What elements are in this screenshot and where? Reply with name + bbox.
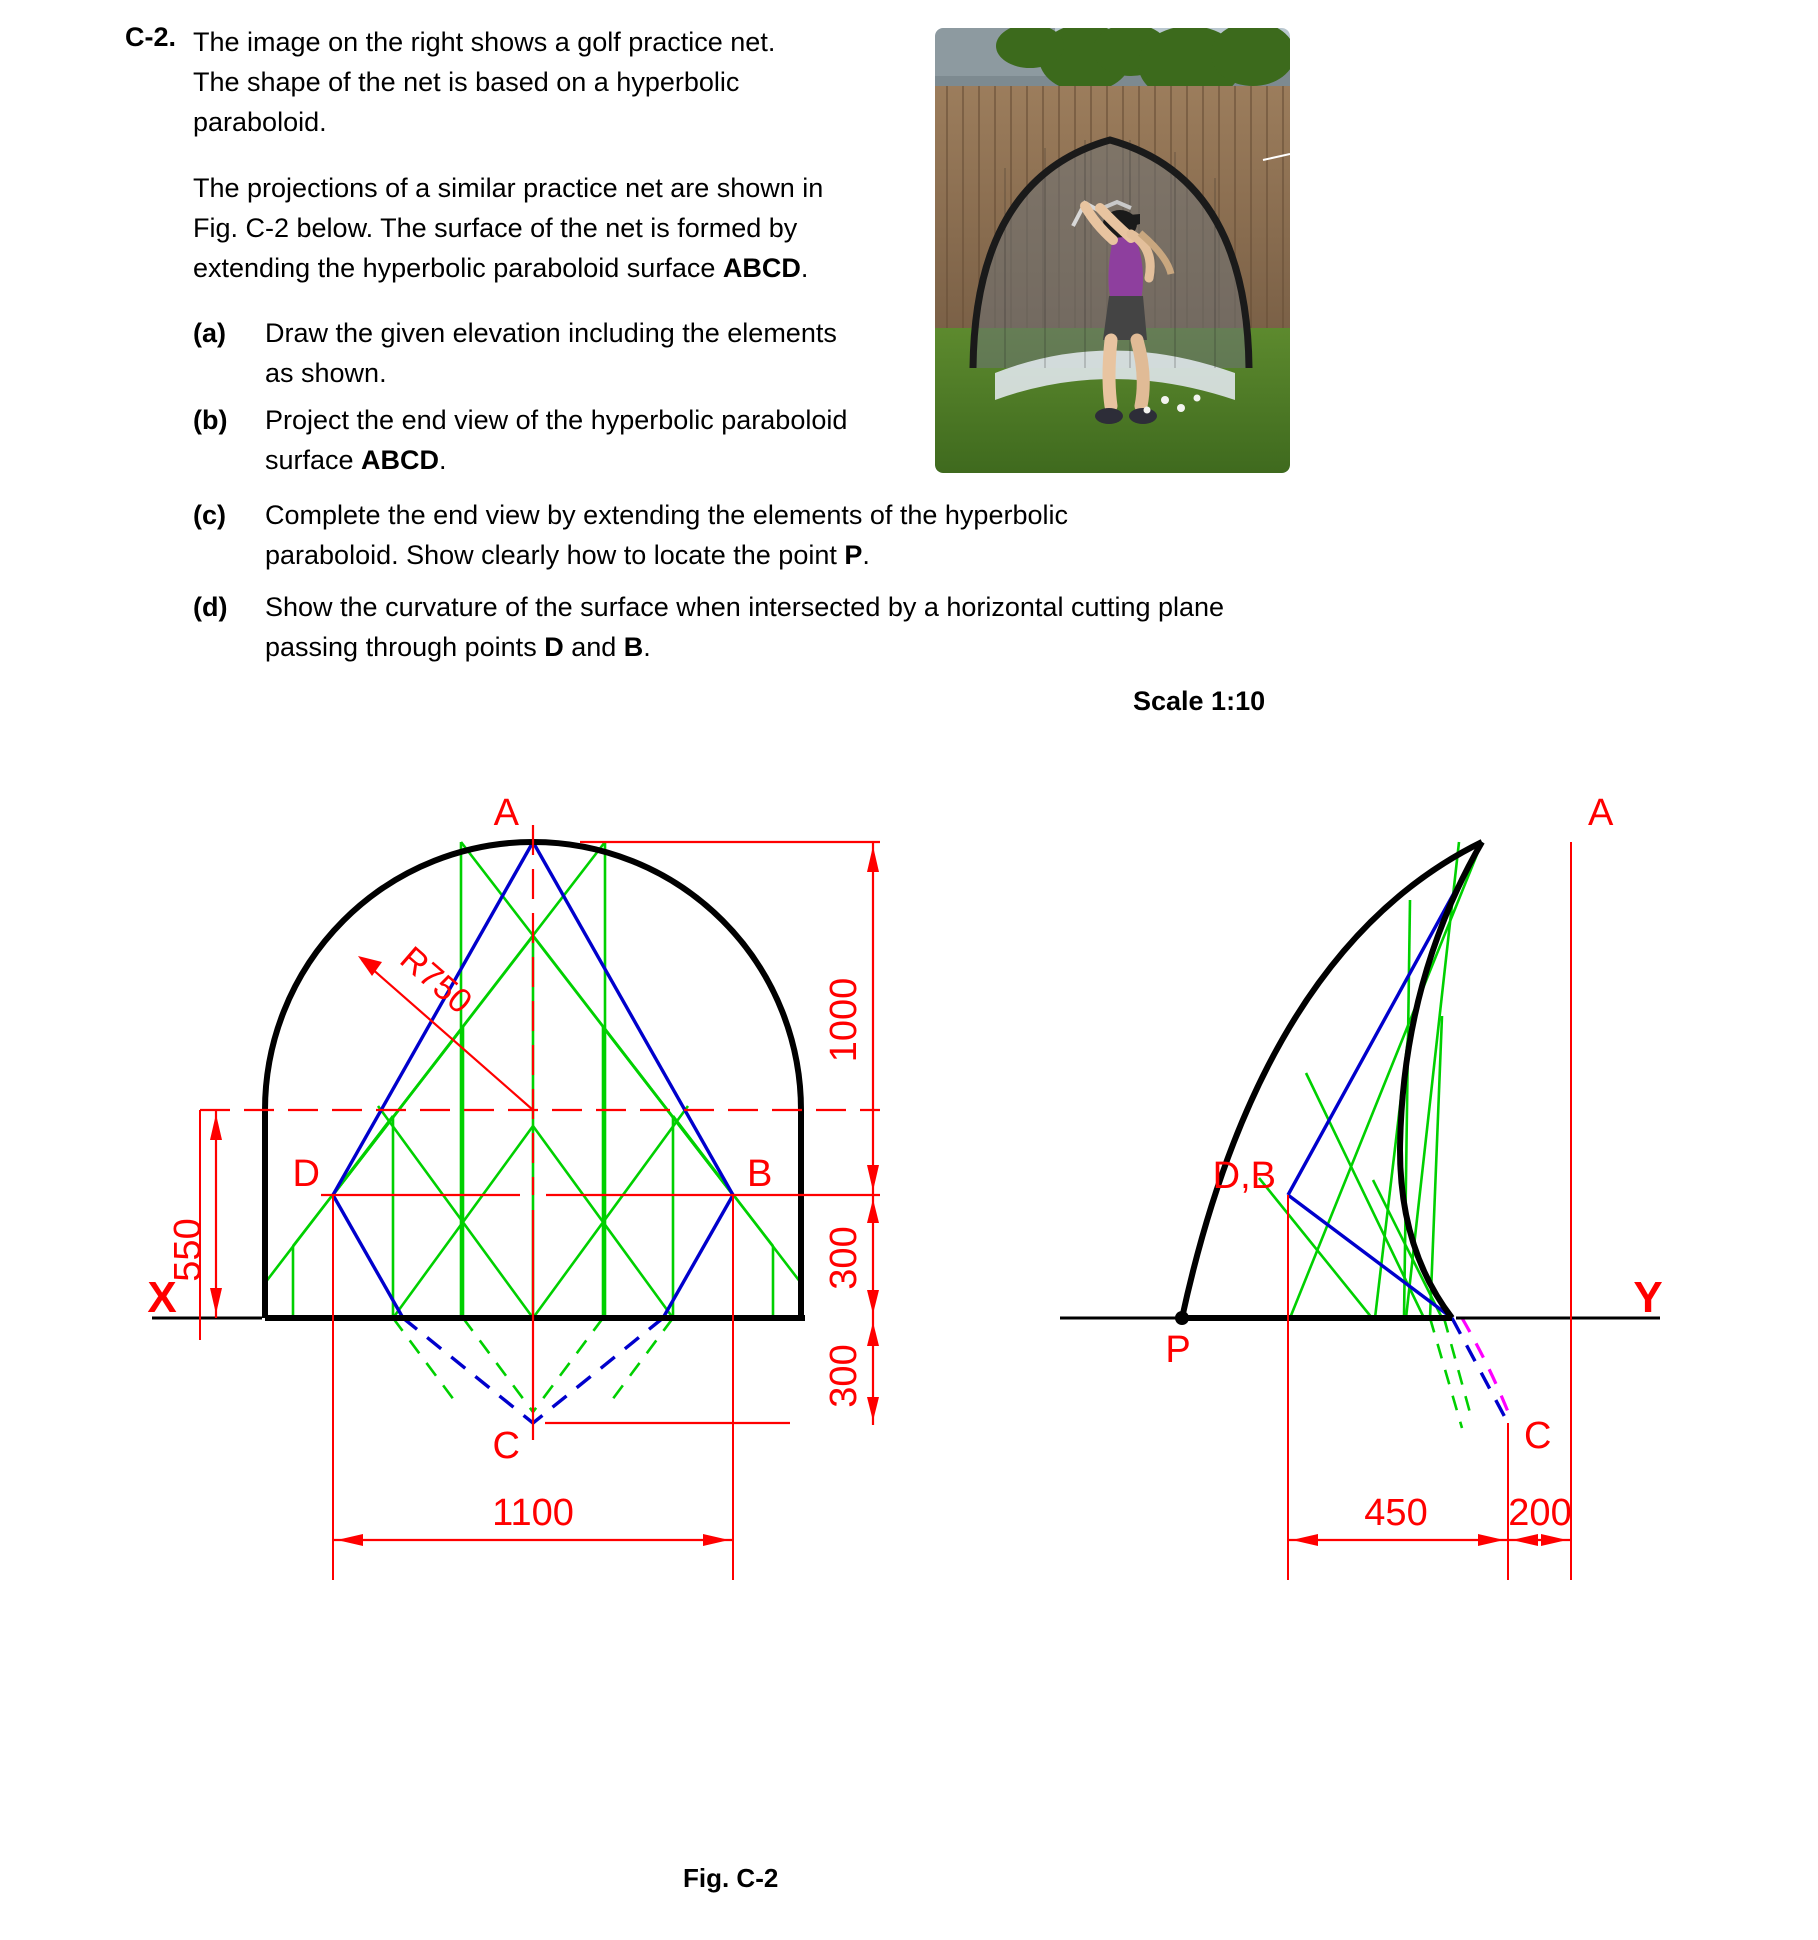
item-c-line-2-period: . (862, 540, 870, 570)
end-label-Y: Y (1633, 1273, 1663, 1322)
question-paragraph-2 (193, 168, 893, 288)
dim-200-label: 200 (1508, 1492, 1572, 1534)
scale-label: Scale 1:10 (1133, 686, 1266, 716)
item-c-line-2-prefix: paraboloid. Show clearly how to locate the point (265, 540, 845, 570)
question-intro (193, 22, 893, 142)
item-a-text (265, 313, 837, 393)
front-label-B: B (747, 1153, 773, 1195)
question-item-a (193, 313, 953, 393)
para2-line-3 (193, 248, 893, 288)
intro-line-2: The shape of the net is based on a hyperbolic (193, 67, 740, 97)
end-outline-outer (1182, 842, 1482, 1318)
dim-200 (1508, 1492, 1572, 1546)
item-d-line-2-prefix: passing through points (265, 632, 545, 662)
question-item-c (193, 495, 1373, 575)
item-b-line-2 (265, 440, 847, 480)
surface-abcd-ref: ABCD (722, 253, 801, 283)
item-c-label: (c) (193, 500, 226, 530)
front-label-X: X (147, 1273, 177, 1322)
dim-1100-label: 1100 (492, 1492, 574, 1534)
item-a-line-1: Draw the given elevation including the elements (265, 318, 837, 348)
item-d-text (265, 587, 1224, 667)
question-number: C-2. (125, 22, 177, 52)
item-c-text (265, 495, 1068, 575)
end-label-C: C (1524, 1415, 1552, 1457)
front-centre-lines (200, 825, 880, 1440)
item-d-line-2 (265, 627, 1224, 667)
front-label-C: C (492, 1425, 520, 1467)
item-d-point-b-ref: B (623, 632, 644, 662)
r750-label: R750 (392, 939, 480, 1022)
item-d-line-2-period: . (643, 632, 651, 662)
technical-drawing (0, 780, 1818, 1940)
radius-dimension-r750 (358, 939, 533, 1110)
end-label-A: A (1588, 792, 1614, 834)
front-label-D: D (292, 1153, 320, 1195)
para2-line-3-text: extending the hyperbolic paraboloid surface (193, 253, 723, 283)
golf-practice-net-photo (935, 28, 1290, 473)
dim-1000-label: 1000 (823, 977, 865, 1063)
para2-line-3-period: . (800, 253, 809, 283)
question-item-d (193, 587, 1493, 667)
item-b-line-2-period: . (439, 445, 447, 475)
dim-300-upper-label: 300 (823, 1226, 865, 1290)
front-label-A: A (493, 792, 519, 834)
dim-450-label: 450 (1364, 1492, 1428, 1534)
dim-stack-right (823, 842, 879, 1425)
question-item-b (193, 400, 973, 480)
item-d-point-d-ref: D (544, 632, 564, 662)
item-c-line-1: Complete the end view by extending the elements of the hyperbolic (265, 500, 1068, 530)
item-b-line-1: Project the end view of the hyperbolic paraboloid (265, 405, 848, 435)
para2-line-1: The projections of a similar practice net are shown in (193, 173, 824, 203)
item-c-point-p-ref: P (844, 540, 863, 570)
dim-300-lower-label: 300 (823, 1344, 865, 1408)
front-db-level-lines (321, 842, 880, 1423)
item-d-line-1: Show the curvature of the surface when intersected by a horizontal cutting plane (265, 592, 1225, 622)
end-elements-green-hidden (1430, 1318, 1472, 1428)
item-d-label: (d) (193, 592, 228, 622)
intro-line-3: paraboloid. (193, 107, 327, 137)
item-a-label: (a) (193, 318, 226, 348)
item-b-line-2-prefix: surface (265, 445, 362, 475)
dim-450 (1288, 1492, 1508, 1546)
end-label-P: P (1165, 1329, 1191, 1371)
item-d-line-2-and: and (563, 632, 624, 662)
dim-550-label: 550 (167, 1218, 209, 1282)
end-view-group (1060, 792, 1663, 1580)
item-c-line-2 (265, 535, 1068, 575)
figure-caption: Fig. C-2 (683, 1863, 779, 1893)
intro-line-1: The image on the right shows a golf practice net. (193, 27, 776, 57)
end-generators-blue-hidden (1452, 1318, 1508, 1423)
item-b-abcd-ref: ABCD (361, 445, 440, 475)
item-a-line-2: as shown. (265, 358, 387, 388)
front-elevation-group (147, 792, 880, 1580)
dim-1100 (333, 1492, 733, 1546)
end-label-DB: D,B (1212, 1155, 1276, 1197)
item-b-text (265, 400, 847, 480)
para2-line-2: Fig. C-2 below. The surface of the net is formed by (193, 213, 798, 243)
item-b-label: (b) (193, 405, 228, 435)
